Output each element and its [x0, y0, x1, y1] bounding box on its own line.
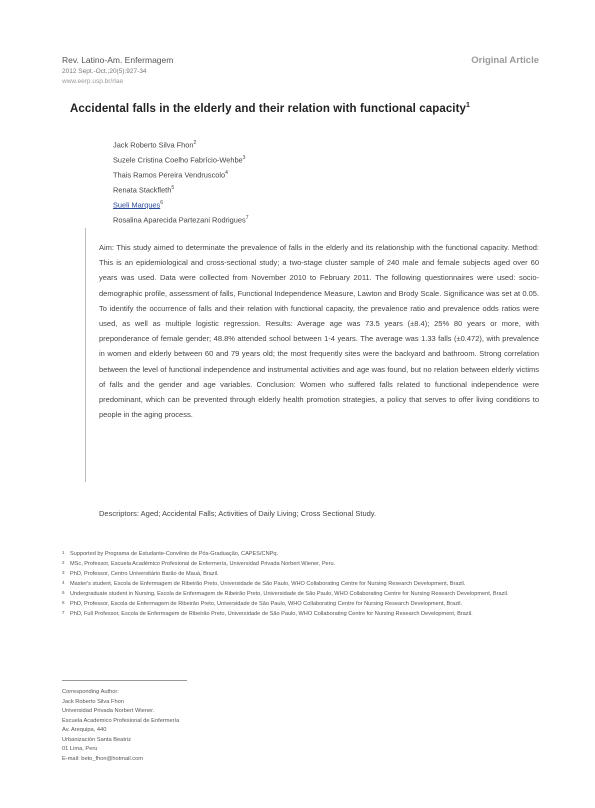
author-name: Jack Roberto Silva Fhon: [113, 140, 194, 150]
footnote-number: 3: [62, 569, 65, 575]
author-name: Thais Ramos Pereira Vendruscolo: [113, 170, 226, 180]
author-footnote-mark: 3: [242, 155, 246, 161]
footnotes: [62, 550, 540, 620]
footnote-text: Supported by Programa de Estudante-Convênio de Pós-Graduação, CAPES/CNPq.: [70, 551, 279, 557]
footnote-text: MSc, Professor, Escuela Académico Profesional de Enfermería, Universidad Privada Norbert Wiener, Peru.: [70, 560, 336, 567]
corresponding-line: Universidad Privada Norbert Wiener.: [62, 708, 155, 714]
footnote-text: Master's student, Escola de Enfermagem de Ribeirão Preto, Universidade de São Paulo, WHO Collaborating Centre for Nursing Research Development, Brazil.: [70, 580, 466, 587]
article-title: [70, 102, 470, 115]
footnote-item: [62, 570, 540, 579]
footnote-item: [62, 550, 540, 559]
footnote-text: PhD, Professor, Centro Universitário Barão de Mauá, Brazil.: [70, 570, 219, 577]
author-item: [113, 151, 248, 166]
footnote-number: 7: [62, 609, 65, 615]
author-footnote-mark: 5: [171, 185, 175, 191]
author-name: Rosalina Aparecida Partezani Rodrigues: [113, 215, 246, 225]
journal-name: Rev. Latino-Am. Enfermagem: [62, 55, 174, 65]
footnote-item: [62, 560, 540, 569]
footnote-text: PhD, Professor, Escola de Enfermagem de Ribeirão Preto, Universidade de São Paulo, WHO Collaborating Centre for Nursing Research Development, Brazil.: [70, 600, 463, 607]
title-footnote-mark: 1: [466, 102, 471, 109]
corresponding-line: Escuela Academico Profesional de Enfermería: [62, 717, 180, 724]
corresponding-email[interactable]: E-mail: beto_fhon@hotmail.com: [62, 755, 144, 762]
article-title-text: Accidental falls in the elderly and their relation with functional capacity: [70, 102, 467, 115]
footnote-number: 6: [62, 599, 65, 605]
footnote-number: 4: [62, 579, 65, 585]
corresponding-line: Av. Arequipa, 440: [62, 727, 107, 733]
footnote-separator: [62, 680, 187, 681]
author-name-link[interactable]: Sueli Marques: [113, 200, 161, 210]
author-item: [113, 211, 248, 226]
corresponding-line: 01 Lima, Peru: [62, 746, 98, 752]
author-footnote-mark: 7: [245, 215, 249, 221]
journal-citation: 2012 Sept.-Oct.;20(5):927-34: [62, 68, 147, 75]
author-item: [113, 136, 248, 151]
footnote-item: [62, 580, 540, 589]
author-item: [113, 181, 248, 196]
footnote-text: Undergraduate student in Nursing, Escola de Enfermagem de Ribeirão Preto, Universidade de São Paulo, WHO Collaborating Centre for Nursing Research Development, Brazil.: [70, 590, 509, 597]
abstract-divider: [85, 228, 86, 482]
descriptors: Descriptors: Aged; Accidental Falls; Activities of Daily Living; Cross Sectional Study.: [99, 509, 377, 518]
footnote-item: [62, 610, 540, 619]
author-footnote-mark: 4: [225, 170, 228, 176]
footnote-number: 1: [62, 550, 65, 555]
corresponding-heading: Corresponding Author:: [62, 689, 119, 695]
corresponding-line: Urbanización Santa Beatriz: [62, 736, 131, 743]
footnote-item: [62, 590, 540, 599]
author-item: [113, 166, 248, 181]
author-name: Suzele Cristina Coelho Fabrício-Wehbe: [113, 155, 243, 165]
journal-url[interactable]: www.eerp.usp.br/rlae: [62, 78, 124, 85]
author-footnote-mark: 2: [193, 140, 197, 146]
article-type-label: Original Article: [471, 55, 539, 66]
footnote-text: PhD, Full Professor, Escola de Enfermagem de Ribeirão Preto, Universidade de São Paulo, WHO Collaborating Centre for Nursing Research Development, Brazil.: [70, 610, 473, 617]
corresponding-line: Jack Roberto Silva Fhon: [62, 698, 124, 705]
author-footnote-mark: 6: [160, 200, 164, 206]
author-list: [113, 136, 248, 226]
corresponding-author-block: [62, 688, 179, 764]
footnote-item: [62, 600, 540, 609]
author-item[interactable]: [113, 196, 248, 211]
footnote-number: 2: [62, 559, 65, 565]
footnote-number: 5: [62, 589, 65, 595]
author-name: Renata Stackfleth: [113, 185, 172, 195]
abstract-text: Aim: This study aimed to determinate the prevalence of falls in the elderly and its relationship with the functional capacity. Method: This is an epidemiological and cross-sectional study; a two-stage cluster sample of 240 male and female subjects aged over 60 years was used. Data were collected from November 2010 to February 2011. The following questionnaires were used: socio-demographic profile, assessment of falls, Functional Independence Measure, Lawton and Brody Scale. Significance was set at 0.05. To identify the occurrence of falls and their relation with functional capacity, the prevalence ratio and prevalence odds ratios were used, as well as multiple logistic regression. Results: Average age was 73.5 years (±8.4); 25% 80 years or more, with preponderance of female gender; 48.8% attended school between 1-4 years. The average was 1.33 falls (±0.472), with prevalence in women and elderly between 60 and 79 years old; the most frequently sites were the backyard and bathroom. Strong correlation between the level of functional independence and instrumental activities and age was found, but no relation between elderly victims of falls and the gender and age variables. Conclusion: Women who suffered falls related to functional independence were predominant, which can be prevented through elderly health promotion strategies, a policy that serves to offer living conditions to people in the aging process.: [99, 243, 539, 420]
